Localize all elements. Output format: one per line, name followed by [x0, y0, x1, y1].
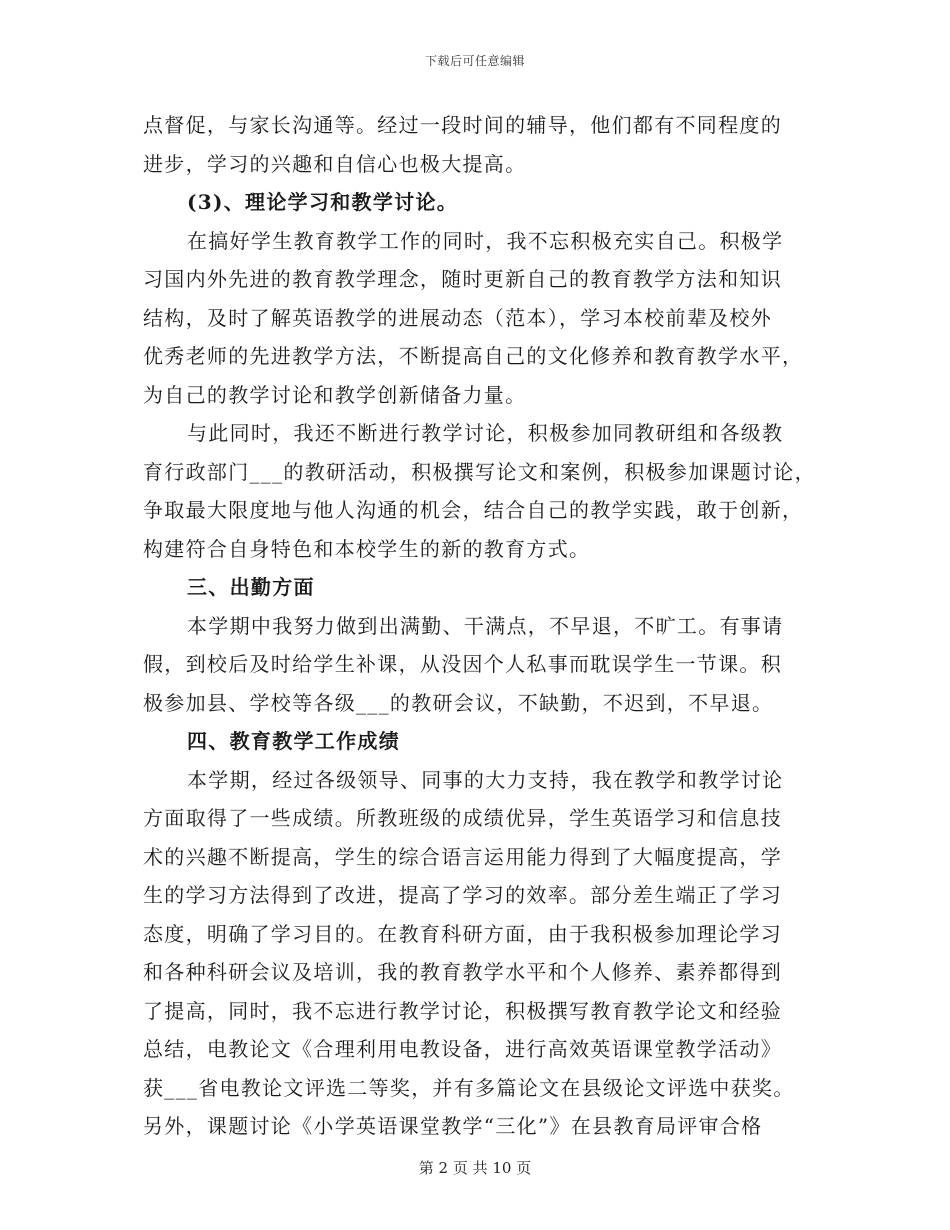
body-line: 态度，明确了学习目的。在教育科研方面，由于我积极参加理论学习	[143, 921, 782, 946]
body-line: 为自己的教学讨论和教学创新储备力量。	[143, 382, 527, 407]
body-line: 本学期中我努力做到出满勤、干满点，不早退，不旷工。有事请	[187, 613, 784, 638]
body-line: 总结，电教论文《合理利用电教设备，进行高效英语课堂教学活动》	[143, 1037, 782, 1061]
body-line: 与此同时，我还不断进行教学讨论，积极参加同教研组和各级教	[187, 421, 784, 445]
section-heading-results: 四、教育教学工作成绩	[187, 729, 400, 753]
body-line: 极参加县、学校等各级___的教研会议，不缺勤，不迟到，不早退。	[143, 690, 774, 715]
header-note: 下载后可任意编辑	[424, 54, 525, 68]
section-heading-attendance: 三、出勤方面	[187, 575, 315, 599]
body-line: 优秀老师的先进教学方法，不断提高自己的文化修养和教育教学水平，	[143, 344, 804, 368]
body-line: 进步，学习的兴趣和自信心也极大提高。	[143, 151, 527, 176]
body-line: 结构，及时了解英语教学的进展动态（范本），学习本校前辈及校外	[143, 305, 772, 330]
body-line: 方面取得了一些成绩。所教班级的成绩优异，学生英语学习和信息技	[143, 806, 782, 830]
body-line: 本学期，经过各级领导、同事的大力支持，我在教学和教学讨论	[187, 767, 784, 792]
body-line: 和各种科研会议及培训，我的教育教学水平和个人修养、素养都得到	[143, 960, 782, 984]
body-line: 点督促，与家长沟通等。经过一段时间的辅导，他们都有不同程度的	[143, 113, 782, 137]
body-line: 育行政部门___的教研活动，积极撰写论文和案例，积极参加课题讨论，	[143, 459, 816, 484]
body-line: 生的学习方法得到了改进，提高了学习的效率。部分差生端正了学习	[143, 883, 782, 907]
body-line: 了提高，同时，我不忘进行教学讨论，积极撰写教育教学论文和经验	[143, 998, 782, 1023]
body-line: 另外，课题讨论《小学英语课堂教学“三化”》在县教育局评审合格	[143, 1114, 763, 1138]
section-heading-theory: (3)、理论学习和教学讨论。	[187, 190, 459, 214]
body-line: 在搞好学生教育教学工作的同时，我不忘积极充实自己。积极学	[187, 228, 784, 253]
body-line: 获___省电教论文评选二等奖，并有多篇论文在县级论文评选中获奖。	[143, 1075, 795, 1100]
page-number: 第 2 页 共 10 页	[418, 1159, 532, 1177]
document-body	[143, 106, 815, 1146]
body-line: 习国内外先进的教育教学理念，随时更新自己的教育教学方法和知识	[143, 267, 782, 291]
body-line: 构建符合自身特色和本校学生的新的教育方式。	[143, 536, 591, 561]
body-line: 术的兴趣不断提高，学生的综合语言运用能力得到了大幅度提高，学	[143, 844, 782, 869]
body-line: 假，到校后及时给学生补课，从没因个人私事而耽误学生一节课。积	[143, 652, 782, 676]
body-line: 争取最大限度地与他人沟通的机会，结合自己的教学实践，敢于创新，	[143, 498, 804, 522]
